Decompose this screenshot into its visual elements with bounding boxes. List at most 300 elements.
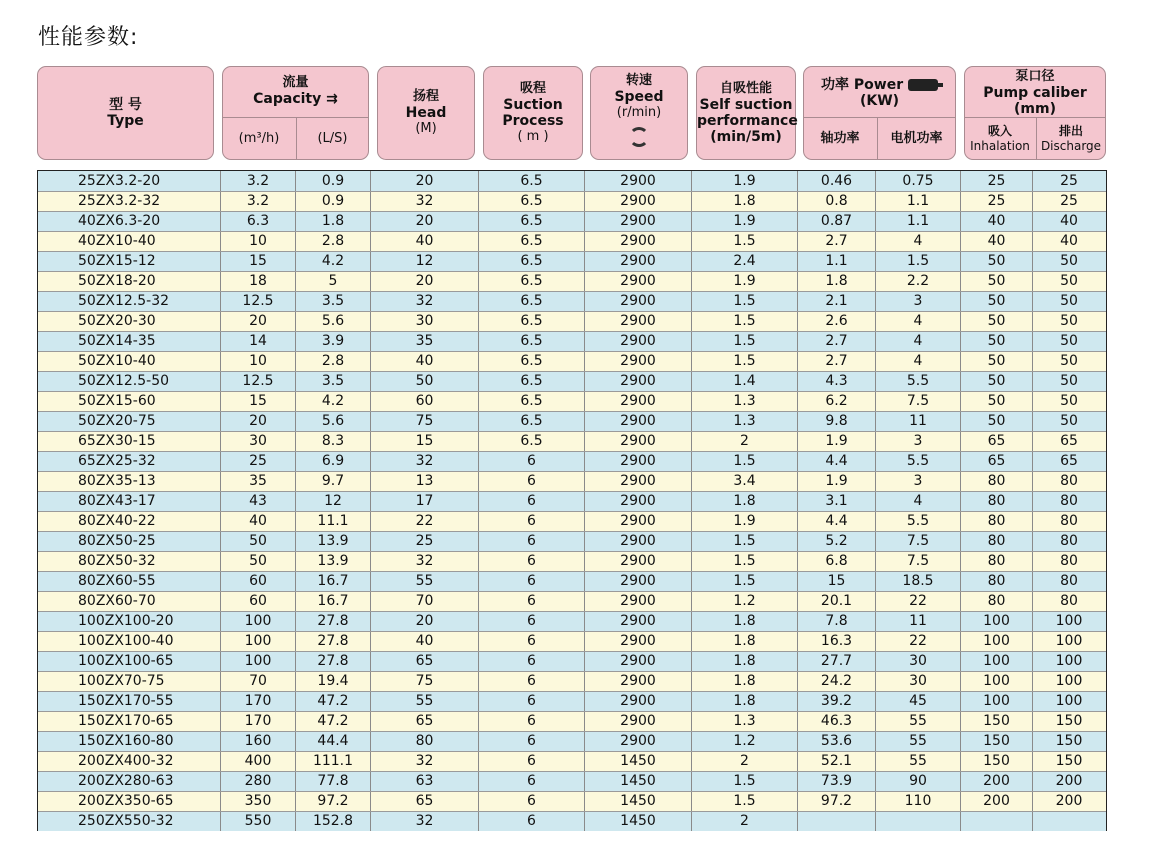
cell-discharge: 80: [1060, 513, 1078, 529]
row-divider: [38, 251, 1106, 252]
header-power-label: 功率 Power: [821, 77, 904, 93]
cell-capacity-ls: 11.1: [296, 511, 371, 531]
header-inhalation-cn: 吸入: [987, 123, 1012, 138]
cell-self-suction: 1.9: [692, 211, 798, 231]
cell-speed: 2900: [585, 531, 692, 551]
cell-head: 32: [371, 451, 479, 471]
cell-speed: 2900: [585, 271, 692, 291]
cell-motor-power: 4: [876, 491, 961, 511]
cell-head: 55: [371, 571, 479, 591]
table-row: [38, 451, 1106, 471]
row-divider: [38, 531, 1106, 532]
cell-capacity-m3h: 170: [221, 691, 296, 711]
cell-self-suction: 1.5: [692, 451, 798, 471]
cell-discharge: 80: [1060, 473, 1078, 489]
cell-motor-power: 1.1: [876, 211, 961, 231]
cell-inhalation: 100: [961, 611, 1033, 631]
rotation-icon: [629, 127, 649, 147]
cell-self-suction: 1.2: [692, 731, 798, 751]
cell-discharge: 80: [1060, 593, 1078, 609]
cell-head: 20: [371, 171, 479, 191]
header-capacity-cn: 流量: [282, 75, 309, 90]
header-caliber-unit: (mm): [1014, 101, 1056, 117]
header-discharge: [1037, 118, 1105, 159]
cell-motor-power: 3: [876, 291, 961, 311]
cell-discharge: 100: [1055, 633, 1083, 649]
cell-capacity-ls: 27.8: [296, 651, 371, 671]
cell-motor-power: 2.2: [876, 271, 961, 291]
cell-head: 65: [371, 651, 479, 671]
table-row: [38, 571, 1106, 591]
cell-inhalation: 150: [961, 711, 1033, 731]
cell-head: 40: [371, 231, 479, 251]
cell-head: 15: [371, 431, 479, 451]
table-row: [38, 411, 1106, 431]
cell-shaft-power: 2.7: [798, 351, 876, 371]
cell-model: 150ZX170-65: [38, 711, 221, 731]
cell-shaft-power: 27.7: [798, 651, 876, 671]
cell-shaft-power: 24.2: [798, 671, 876, 691]
cell-inhalation: 80: [961, 591, 1033, 611]
cell-discharge: 80: [1060, 573, 1078, 589]
cell-shaft-power: 9.8: [798, 411, 876, 431]
row-divider: [38, 211, 1106, 212]
header-discharge-en: Discharge: [1040, 138, 1102, 153]
cell-shaft-power: 1.1: [798, 251, 876, 271]
cell-speed: 2900: [585, 291, 692, 311]
cell-capacity-ls: 3.5: [296, 371, 371, 391]
cell-capacity-m3h: 160: [221, 731, 296, 751]
cell-self-suction: 1.9: [692, 511, 798, 531]
cell-discharge: 50: [1060, 413, 1078, 429]
cell-self-suction: 1.9: [692, 271, 798, 291]
cell-model: 100ZX100-40: [38, 631, 221, 651]
cell-motor-power: 11: [876, 411, 961, 431]
row-divider: [38, 671, 1106, 672]
header-speed-unit: (r/min): [616, 105, 662, 120]
cell-inhalation: 80: [961, 511, 1033, 531]
cell-suction: 6: [479, 691, 585, 711]
row-divider: [38, 271, 1106, 272]
cell-shaft-power: 0.8: [798, 191, 876, 211]
cell-head: 32: [371, 811, 479, 831]
row-divider: [38, 291, 1106, 292]
cell-speed: 2900: [585, 411, 692, 431]
cell-shaft-power: 1.9: [798, 471, 876, 491]
cell-capacity-ls: 12: [296, 491, 371, 511]
cell-inhalation: 50: [961, 311, 1033, 331]
cell-inhalation: 50: [961, 351, 1033, 371]
cell-shaft-power: 2.7: [798, 231, 876, 251]
cell-capacity-m3h: 40: [221, 511, 296, 531]
cell-discharge: 50: [1060, 393, 1078, 409]
cell-discharge: 40: [1060, 213, 1078, 229]
table-row: [38, 271, 1106, 291]
cell-model: 50ZX15-60: [38, 391, 221, 411]
header-inhalation: [965, 118, 1035, 159]
cell-suction: 6: [479, 491, 585, 511]
table-row: [38, 791, 1106, 811]
row-divider: [38, 351, 1106, 352]
cell-motor-power: 3: [876, 431, 961, 451]
cell-suction: 6.5: [479, 391, 585, 411]
row-divider: [38, 411, 1106, 412]
table-row: [38, 751, 1106, 771]
cell-shaft-power: 4.4: [798, 511, 876, 531]
row-divider: [38, 571, 1106, 572]
cell-capacity-ls: 8.3: [296, 431, 371, 451]
cell-capacity-m3h: 10: [221, 231, 296, 251]
cell-motor-power: 7.5: [876, 551, 961, 571]
cell-shaft-power: 15: [798, 571, 876, 591]
header-head-en: Head: [405, 105, 447, 121]
cell-capacity-m3h: 15: [221, 391, 296, 411]
cell-capacity-ls: 47.2: [296, 711, 371, 731]
header-power: [803, 66, 956, 160]
table-row: [38, 171, 1106, 191]
cell-suction: 6: [479, 731, 585, 751]
cell-motor-power: 11: [876, 611, 961, 631]
header-capacity: [222, 66, 369, 160]
cell-discharge: 200: [1055, 793, 1083, 809]
header-shaft-power: 轴功率: [820, 131, 860, 146]
cell-self-suction: 1.3: [692, 411, 798, 431]
cell-self-suction: 1.5: [692, 791, 798, 811]
cell-discharge: [1033, 811, 1105, 831]
cell-head: 30: [371, 311, 479, 331]
cell-capacity-ls: 0.9: [296, 191, 371, 211]
header-discharge-cn: 排出: [1058, 123, 1083, 138]
cell-head: 20: [371, 211, 479, 231]
cell-self-suction: 3.4: [692, 471, 798, 491]
cell-discharge: 65: [1060, 453, 1078, 469]
cell-capacity-ls: 16.7: [296, 571, 371, 591]
cell-model: 250ZX550-32: [38, 811, 221, 831]
cell-motor-power: 45: [876, 691, 961, 711]
cell-inhalation: 100: [961, 631, 1033, 651]
cell-head: 75: [371, 671, 479, 691]
cell-shaft-power: 73.9: [798, 771, 876, 791]
row-divider: [38, 631, 1106, 632]
cell-self-suction: 1.5: [692, 551, 798, 571]
cell-head: 80: [371, 731, 479, 751]
cell-self-suction: 1.5: [692, 351, 798, 371]
cell-shaft-power: 7.8: [798, 611, 876, 631]
cell-capacity-m3h: 35: [221, 471, 296, 491]
cell-speed: 2900: [585, 171, 692, 191]
cell-capacity-ls: 27.8: [296, 631, 371, 651]
cell-discharge: 80: [1060, 493, 1078, 509]
cell-motor-power: 5.5: [876, 451, 961, 471]
cell-head: 50: [371, 371, 479, 391]
cell-model: 100ZX100-20: [38, 611, 221, 631]
cell-inhalation: 50: [961, 331, 1033, 351]
cell-motor-power: 1.1: [876, 191, 961, 211]
header-capacity-en: Capacity: [253, 91, 322, 107]
cell-capacity-ls: 27.8: [296, 611, 371, 631]
cell-head: 75: [371, 411, 479, 431]
cell-inhalation: 200: [961, 791, 1033, 811]
cell-capacity-m3h: 3.2: [221, 171, 296, 191]
cell-capacity-ls: 97.2: [296, 791, 371, 811]
row-divider: [38, 751, 1106, 752]
cell-shaft-power: [798, 811, 876, 831]
cell-model: 40ZX6.3-20: [38, 211, 221, 231]
table-row: [38, 531, 1106, 551]
cell-motor-power: 7.5: [876, 391, 961, 411]
cell-suction: 6.5: [479, 351, 585, 371]
cell-inhalation: 200: [961, 771, 1033, 791]
cell-speed: 2900: [585, 331, 692, 351]
cell-capacity-m3h: 170: [221, 711, 296, 731]
cell-suction: 6.5: [479, 211, 585, 231]
cell-inhalation: 50: [961, 391, 1033, 411]
cell-capacity-m3h: 6.3: [221, 211, 296, 231]
row-divider: [38, 551, 1106, 552]
cell-discharge: 100: [1055, 653, 1083, 669]
cell-self-suction: 1.5: [692, 771, 798, 791]
cell-capacity-m3h: 12.5: [221, 291, 296, 311]
cell-capacity-ls: 3.5: [296, 291, 371, 311]
cell-discharge: 50: [1060, 373, 1078, 389]
cell-speed: 2900: [585, 451, 692, 471]
header-suction-en2: Process: [502, 113, 564, 129]
cell-speed: 2900: [585, 691, 692, 711]
cell-shaft-power: 0.87: [798, 211, 876, 231]
cell-shaft-power: 4.3: [798, 371, 876, 391]
cell-shaft-power: 2.1: [798, 291, 876, 311]
cell-inhalation: 40: [961, 211, 1033, 231]
row-divider: [38, 311, 1106, 312]
header-suction-cn: 吸程: [519, 81, 546, 96]
cell-capacity-m3h: 3.2: [221, 191, 296, 211]
flow-arrows-icon: ⇉: [326, 91, 338, 107]
row-divider: [38, 231, 1106, 232]
cell-motor-power: 0.75: [876, 171, 961, 191]
cell-model: 50ZX12.5-50: [38, 371, 221, 391]
cell-suction: 6.5: [479, 411, 585, 431]
cell-inhalation: 65: [961, 431, 1033, 451]
table-row: [38, 651, 1106, 671]
cell-suction: 6.5: [479, 331, 585, 351]
header-self-suction-en2: performance: [697, 113, 798, 129]
row-divider: [38, 691, 1106, 692]
cell-capacity-m3h: 550: [221, 811, 296, 831]
cell-suction: 6: [479, 511, 585, 531]
cell-model: 80ZX50-25: [38, 531, 221, 551]
cell-inhalation: 80: [961, 571, 1033, 591]
cell-self-suction: 1.8: [692, 491, 798, 511]
cell-self-suction: 1.5: [692, 331, 798, 351]
cell-speed: 2900: [585, 511, 692, 531]
cell-capacity-ls: 16.7: [296, 591, 371, 611]
cell-model: 80ZX60-70: [38, 591, 221, 611]
cell-capacity-ls: 47.2: [296, 691, 371, 711]
cell-inhalation: [961, 811, 1033, 831]
header-self-suction-cn: 自吸性能: [719, 81, 772, 96]
row-divider: [38, 431, 1106, 432]
cell-inhalation: 100: [961, 691, 1033, 711]
cell-head: 70: [371, 591, 479, 611]
cell-inhalation: 40: [961, 231, 1033, 251]
cell-capacity-ls: 152.8: [296, 811, 371, 831]
cell-self-suction: 1.8: [692, 191, 798, 211]
cell-motor-power: 30: [876, 671, 961, 691]
cell-speed: 2900: [585, 631, 692, 651]
cell-capacity-ls: 6.9: [296, 451, 371, 471]
cell-capacity-m3h: 400: [221, 751, 296, 771]
cell-shaft-power: 1.8: [798, 271, 876, 291]
table-row: [38, 391, 1106, 411]
cell-self-suction: 1.5: [692, 291, 798, 311]
cell-head: 25: [371, 531, 479, 551]
header-head: [377, 66, 475, 160]
row-divider: [38, 791, 1106, 792]
row-divider: [38, 491, 1106, 492]
cell-head: 20: [371, 271, 479, 291]
cell-self-suction: 1.5: [692, 231, 798, 251]
cell-self-suction: 2: [692, 431, 798, 451]
header-type-en: Type: [107, 113, 144, 129]
cell-inhalation: 150: [961, 731, 1033, 751]
cell-model: 50ZX18-20: [38, 271, 221, 291]
cell-capacity-ls: 2.8: [296, 231, 371, 251]
cell-self-suction: 1.9: [692, 171, 798, 191]
cell-head: 32: [371, 191, 479, 211]
cell-discharge: 50: [1060, 333, 1078, 349]
cell-capacity-ls: 19.4: [296, 671, 371, 691]
table-row: [38, 591, 1106, 611]
cell-model: 100ZX100-65: [38, 651, 221, 671]
cell-discharge: 50: [1060, 273, 1078, 289]
cell-speed: 2900: [585, 731, 692, 751]
cell-model: 50ZX20-75: [38, 411, 221, 431]
row-divider: [38, 711, 1106, 712]
cell-self-suction: 1.5: [692, 311, 798, 331]
cell-self-suction: 1.8: [692, 631, 798, 651]
cell-head: 40: [371, 631, 479, 651]
cell-self-suction: 1.4: [692, 371, 798, 391]
cell-model: 200ZX350-65: [38, 791, 221, 811]
cell-suction: 6: [479, 451, 585, 471]
cell-model: 50ZX12.5-32: [38, 291, 221, 311]
cell-inhalation: 50: [961, 271, 1033, 291]
cell-head: 65: [371, 711, 479, 731]
cell-inhalation: 25: [961, 171, 1033, 191]
cell-discharge: 100: [1055, 673, 1083, 689]
cell-capacity-m3h: 70: [221, 671, 296, 691]
row-divider: [38, 651, 1106, 652]
header-self-suction-unit: (min/5m): [710, 129, 782, 145]
cell-suction: 6: [479, 631, 585, 651]
cell-suction: 6.5: [479, 251, 585, 271]
cell-suction: 6.5: [479, 431, 585, 451]
cell-head: 65: [371, 791, 479, 811]
cell-capacity-ls: 4.2: [296, 391, 371, 411]
cell-capacity-m3h: 15: [221, 251, 296, 271]
cell-self-suction: 1.5: [692, 571, 798, 591]
cell-speed: 2900: [585, 711, 692, 731]
cell-capacity-m3h: 100: [221, 651, 296, 671]
table-row: [38, 671, 1106, 691]
header-caliber: [964, 66, 1106, 160]
cell-capacity-m3h: 30: [221, 431, 296, 451]
cell-inhalation: 50: [961, 371, 1033, 391]
row-divider: [38, 451, 1106, 452]
cell-discharge: 100: [1055, 613, 1083, 629]
table-row: [38, 331, 1106, 351]
table-row: [38, 711, 1106, 731]
row-divider: [38, 771, 1106, 772]
cell-discharge: 150: [1055, 733, 1083, 749]
cell-speed: 2900: [585, 311, 692, 331]
cell-shaft-power: 6.2: [798, 391, 876, 411]
cell-suction: 6.5: [479, 311, 585, 331]
header-type: [37, 66, 214, 160]
cell-inhalation: 65: [961, 451, 1033, 471]
table-row: [38, 771, 1106, 791]
row-divider: [38, 391, 1106, 392]
cell-model: 50ZX15-12: [38, 251, 221, 271]
cell-speed: 2900: [585, 551, 692, 571]
table-row: [38, 631, 1106, 651]
cell-capacity-ls: 0.9: [296, 171, 371, 191]
cell-inhalation: 25: [961, 191, 1033, 211]
cell-head: 35: [371, 331, 479, 351]
cell-self-suction: 1.8: [692, 691, 798, 711]
cell-capacity-m3h: 50: [221, 551, 296, 571]
cell-shaft-power: 5.2: [798, 531, 876, 551]
cell-motor-power: 4: [876, 331, 961, 351]
cell-inhalation: 50: [961, 251, 1033, 271]
cell-inhalation: 80: [961, 471, 1033, 491]
cell-capacity-ls: 5.6: [296, 311, 371, 331]
cell-shaft-power: 16.3: [798, 631, 876, 651]
cell-model: 40ZX10-40: [38, 231, 221, 251]
cell-model: 65ZX30-15: [38, 431, 221, 451]
cell-suction: 6: [479, 651, 585, 671]
row-divider: [38, 591, 1106, 592]
cell-capacity-m3h: 12.5: [221, 371, 296, 391]
cell-capacity-m3h: 18: [221, 271, 296, 291]
cell-suction: 6.5: [479, 371, 585, 391]
cell-inhalation: 50: [961, 291, 1033, 311]
cell-suction: 6.5: [479, 291, 585, 311]
header-speed-cn: 转速: [625, 73, 652, 88]
cell-motor-power: 4: [876, 351, 961, 371]
cell-shaft-power: 3.1: [798, 491, 876, 511]
cell-inhalation: 100: [961, 651, 1033, 671]
cell-discharge: 50: [1060, 253, 1078, 269]
cell-inhalation: 80: [961, 551, 1033, 571]
header-self-suction-en1: Self suction: [699, 97, 793, 113]
cell-motor-power: 7.5: [876, 531, 961, 551]
cell-motor-power: 5.5: [876, 511, 961, 531]
cell-discharge: 100: [1055, 693, 1083, 709]
cell-capacity-ls: 5: [296, 271, 371, 291]
table-row: [38, 251, 1106, 271]
cell-speed: 2900: [585, 491, 692, 511]
cell-discharge: 200: [1055, 773, 1083, 789]
cell-inhalation: 100: [961, 671, 1033, 691]
cell-suction: 6.5: [479, 191, 585, 211]
header-speed: [590, 66, 688, 160]
cell-speed: 2900: [585, 571, 692, 591]
cell-speed: 1450: [585, 791, 692, 811]
cell-motor-power: 30: [876, 651, 961, 671]
cell-motor-power: 4: [876, 311, 961, 331]
cell-head: 32: [371, 291, 479, 311]
